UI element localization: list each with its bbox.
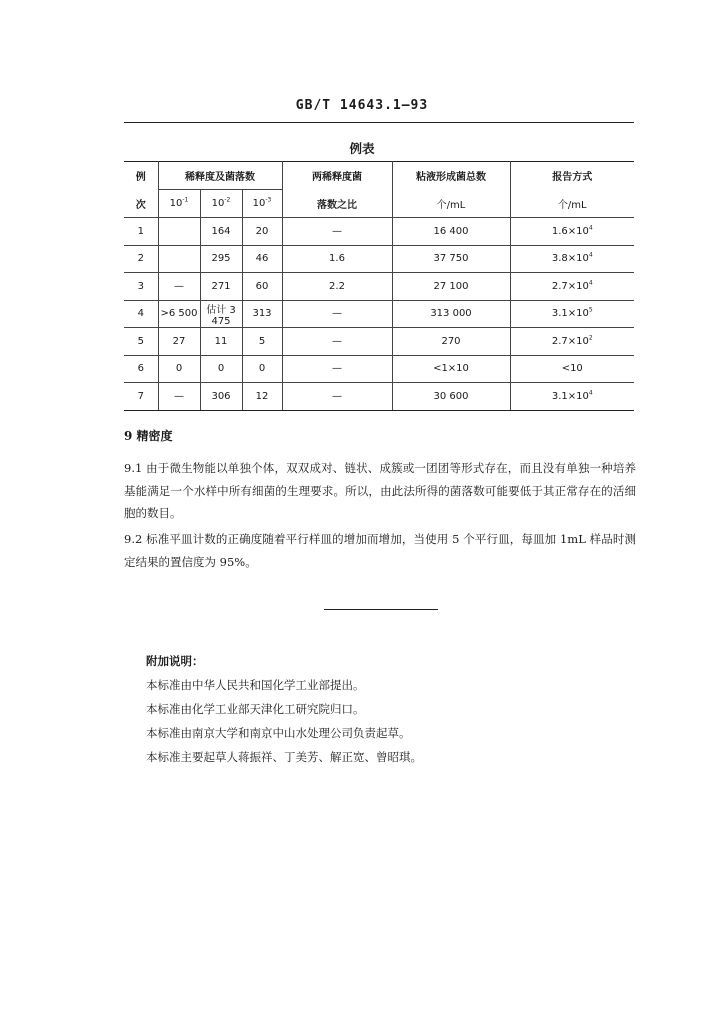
table-cell-d3: 5 (242, 328, 282, 356)
table-row (124, 218, 634, 246)
table-cell-n: 5 (124, 328, 158, 356)
table-row (124, 273, 634, 301)
table-cell-total: 313 000 (392, 300, 510, 328)
additional-notes (146, 649, 422, 769)
table-cell-total: <1×10 (392, 355, 510, 383)
header-total-top: 粘液形成菌总数 (392, 162, 510, 190)
table-cell-ratio: — (282, 355, 392, 383)
table-cell-d1: 0 (158, 355, 200, 383)
table-cell-d1: — (158, 273, 200, 301)
table-cell-d1: >6 500 (158, 300, 200, 328)
table-header-row-2 (124, 190, 634, 218)
table-cell-d2: 271 (200, 273, 242, 301)
table-cell-ratio: — (282, 383, 392, 411)
table-cell-d2: 11 (200, 328, 242, 356)
table-cell-total: 270 (392, 328, 510, 356)
table-row (124, 328, 634, 356)
table-cell-total: 30 600 (392, 383, 510, 411)
header-rule (124, 122, 634, 123)
table-cell-d1 (158, 218, 200, 246)
table-cell-n: 7 (124, 383, 158, 411)
table-cell-n: 1 (124, 218, 158, 246)
table-cell-total: 16 400 (392, 218, 510, 246)
header-dilution-2: $10^{-2}$ (200, 190, 242, 218)
table-cell-d2: 0 (200, 355, 242, 383)
table-cell-n: 3 (124, 273, 158, 301)
notes-line: 本标准由中华人民共和国化学工业部提出。 (146, 678, 365, 692)
table-cell-d3: 313 (242, 300, 282, 328)
header-li-top: 例 (124, 162, 158, 190)
example-table (124, 161, 634, 411)
table-row (124, 300, 634, 328)
notes-line: 本标准主要起草人蒋振祥、丁美芳、解正宽、曾昭琪。 (146, 750, 422, 764)
table-cell-ratio: 2.2 (282, 273, 392, 301)
table-cell-total: 37 750 (392, 245, 510, 273)
header-report-bottom: 个/mL (510, 190, 634, 218)
table-cell-d3: 0 (242, 355, 282, 383)
header-total-bottom: 个/mL (392, 190, 510, 218)
table-cell-report: $3.1\times 10^4$ (510, 383, 634, 411)
table-cell-ratio: — (282, 328, 392, 356)
header-dilution-group: 稀释度及菌落数 (158, 162, 282, 190)
table-cell-report: $3.1\times 10^5$ (510, 300, 634, 328)
table-cell-report: <10 (510, 355, 634, 383)
notes-title: 附加说明： (146, 654, 204, 668)
header-dilution-1: $10^{-1}$ (158, 190, 200, 218)
table-cell-ratio: — (282, 300, 392, 328)
header-ratio-bottom: 落数之比 (282, 190, 392, 218)
table-cell-d3: 60 (242, 273, 282, 301)
section-9-heading: 9 精密度 (124, 429, 173, 443)
header-li-bottom: 次 (124, 190, 158, 218)
table-row (124, 383, 634, 411)
standard-number: GB/T 14643.1—93 (295, 98, 429, 113)
end-divider (324, 609, 438, 610)
table-cell-d1: 27 (158, 328, 200, 356)
table-cell-total: 27 100 (392, 273, 510, 301)
table-cell-d1 (158, 245, 200, 273)
notes-line: 本标准由南京大学和南京中山水处理公司负责起草。 (146, 726, 411, 740)
paragraph-9-1: 9.1 由于微生物能以单独个体，双双成对、链状、成簇或一团团等形式存在，而且没有单独一种培养基能满足一个水样中所有细菌的生理要求。所以，由此法所得的菌落数可能要低于其正常存在的活细胞的数目。 (124, 461, 636, 520)
table-title: 例表 (349, 141, 375, 156)
table-cell-n: 6 (124, 355, 158, 383)
table-header-row-1 (124, 162, 634, 190)
table-cell-ratio: 1.6 (282, 245, 392, 273)
table-cell-d3: 46 (242, 245, 282, 273)
notes-line: 本标准由化学工业部天津化工研究院归口。 (146, 702, 365, 716)
table-cell-report: $1.6\times 10^4$ (510, 218, 634, 246)
table-cell-ratio: — (282, 218, 392, 246)
header-ratio-top: 两稀释度菌 (282, 162, 392, 190)
table-cell-d2: 估计 3 475 (200, 300, 242, 328)
table-row (124, 355, 634, 383)
table-cell-report: $2.7\times 10^2$ (510, 328, 634, 356)
table-cell-n: 4 (124, 300, 158, 328)
table-cell-d2: 295 (200, 245, 242, 273)
table-cell-d1: — (158, 383, 200, 411)
table-cell-n: 2 (124, 245, 158, 273)
table-cell-d3: 20 (242, 218, 282, 246)
table-row (124, 245, 634, 273)
table-cell-report: $3.8\times 10^4$ (510, 245, 634, 273)
paragraph-9-2: 9.2 标准平皿计数的正确度随着平行样皿的增加而增加，当使用 5 个平行皿，每皿加 1mL 样品时测定结果的置信度为 95%。 (124, 532, 636, 569)
header-report-top: 报告方式 (510, 162, 634, 190)
table-cell-d2: 164 (200, 218, 242, 246)
table-cell-report: $2.7\times 10^4$ (510, 273, 634, 301)
header-dilution-3: $10^{-3}$ (242, 190, 282, 218)
table-cell-d2: 306 (200, 383, 242, 411)
table-cell-d3: 12 (242, 383, 282, 411)
